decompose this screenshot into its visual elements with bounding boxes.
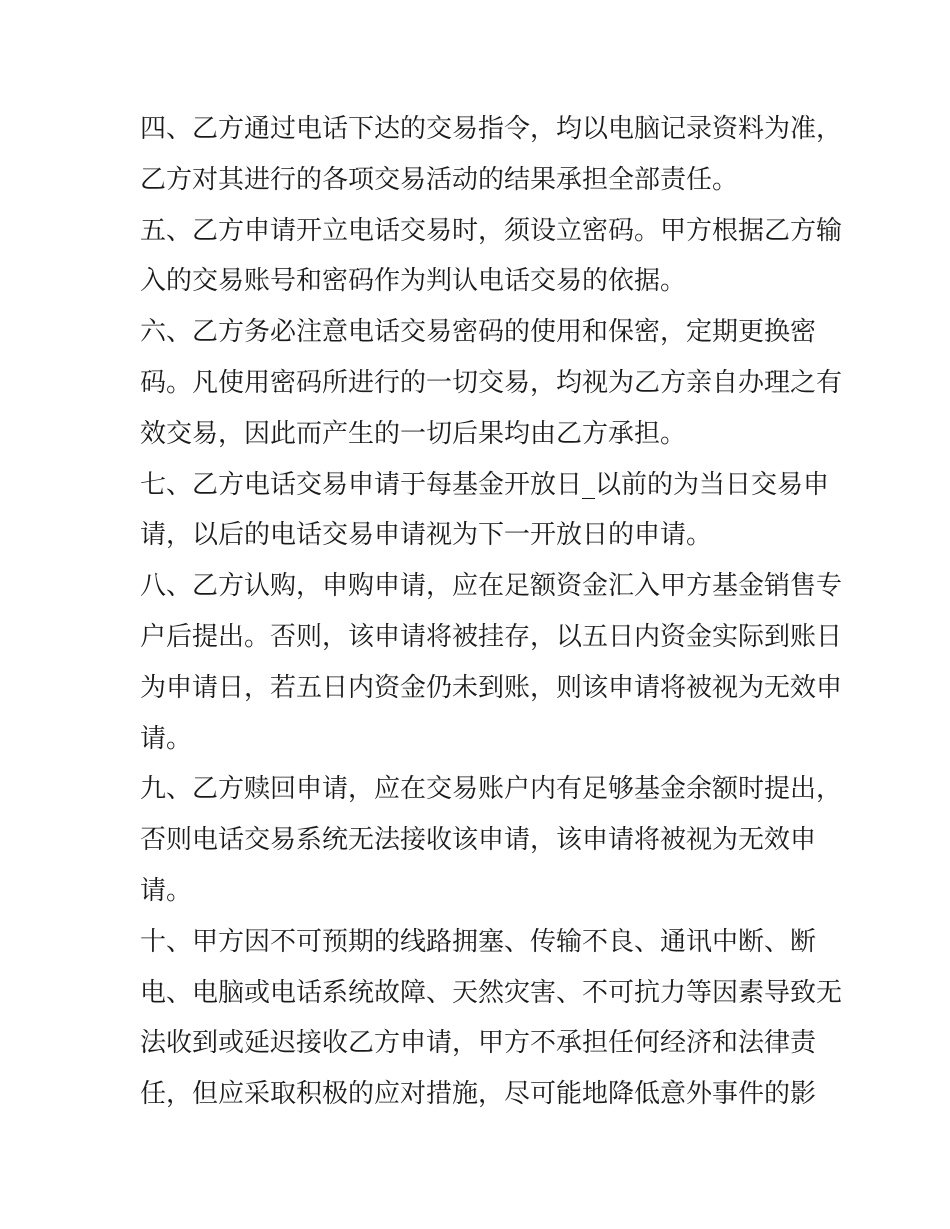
- text-line: 乙方对其进行的各项交易活动的结果承担全部责任。: [140, 164, 739, 195]
- text-line: 请，以后的电话交易申请视为下一开放日的申请。: [140, 520, 713, 551]
- text-line: 入的交易账号和密码作为判认电话交易的依据。: [140, 266, 687, 297]
- text-line: 为申请日，若五日内资金仍未到账，则该申请将被视为无效申: [140, 672, 843, 703]
- text-line: 十、甲方因不可预期的线路拥塞、传输不良、通讯中断、断: [140, 926, 817, 957]
- text-line: 法收到或延迟接收乙方申请，甲方不承担任何经济和法律责: [140, 1028, 817, 1059]
- document-body: [140, 104, 843, 1120]
- text-line: 九、乙方赎回申请，应在交易账户内有足够基金余额时提出，: [140, 774, 843, 805]
- text-line: 四、乙方通过电话下达的交易指令，均以电脑记录资料为准，: [140, 114, 843, 144]
- text-line: 电、电脑或电话系统故障、天然灾害、不可抗力等因素导致无: [140, 977, 843, 1008]
- text-line: 五、乙方申请开立电话交易时，须设立密码。甲方根据乙方输: [140, 215, 843, 246]
- text-line: 七、乙方电话交易申请于每基金开放日_以前的为当日交易申: [140, 469, 830, 500]
- text-line: 请。: [140, 723, 193, 754]
- text-line: 任，但应采取积极的应对措施，尽可能地降低意外事件的影: [140, 1079, 817, 1110]
- text-line: 效交易，因此而产生的一切后果均由乙方承担。: [140, 418, 687, 449]
- text-line: 码。凡使用密码所进行的一切交易，均视为乙方亲自办理之有: [140, 367, 843, 398]
- text-line: 户后提出。否则，该申请将被挂存，以五日内资金实际到账日: [140, 621, 843, 652]
- text-line: 八、乙方认购，申购申请，应在足额资金汇入甲方基金销售专: [140, 571, 843, 602]
- text-line: 六、乙方务必注意电话交易密码的使用和保密，定期更换密: [140, 317, 817, 348]
- text-line: 否则电话交易系统无法接收该申请，该申请将被视为无效申: [140, 825, 817, 856]
- text-line: 请。: [140, 875, 193, 906]
